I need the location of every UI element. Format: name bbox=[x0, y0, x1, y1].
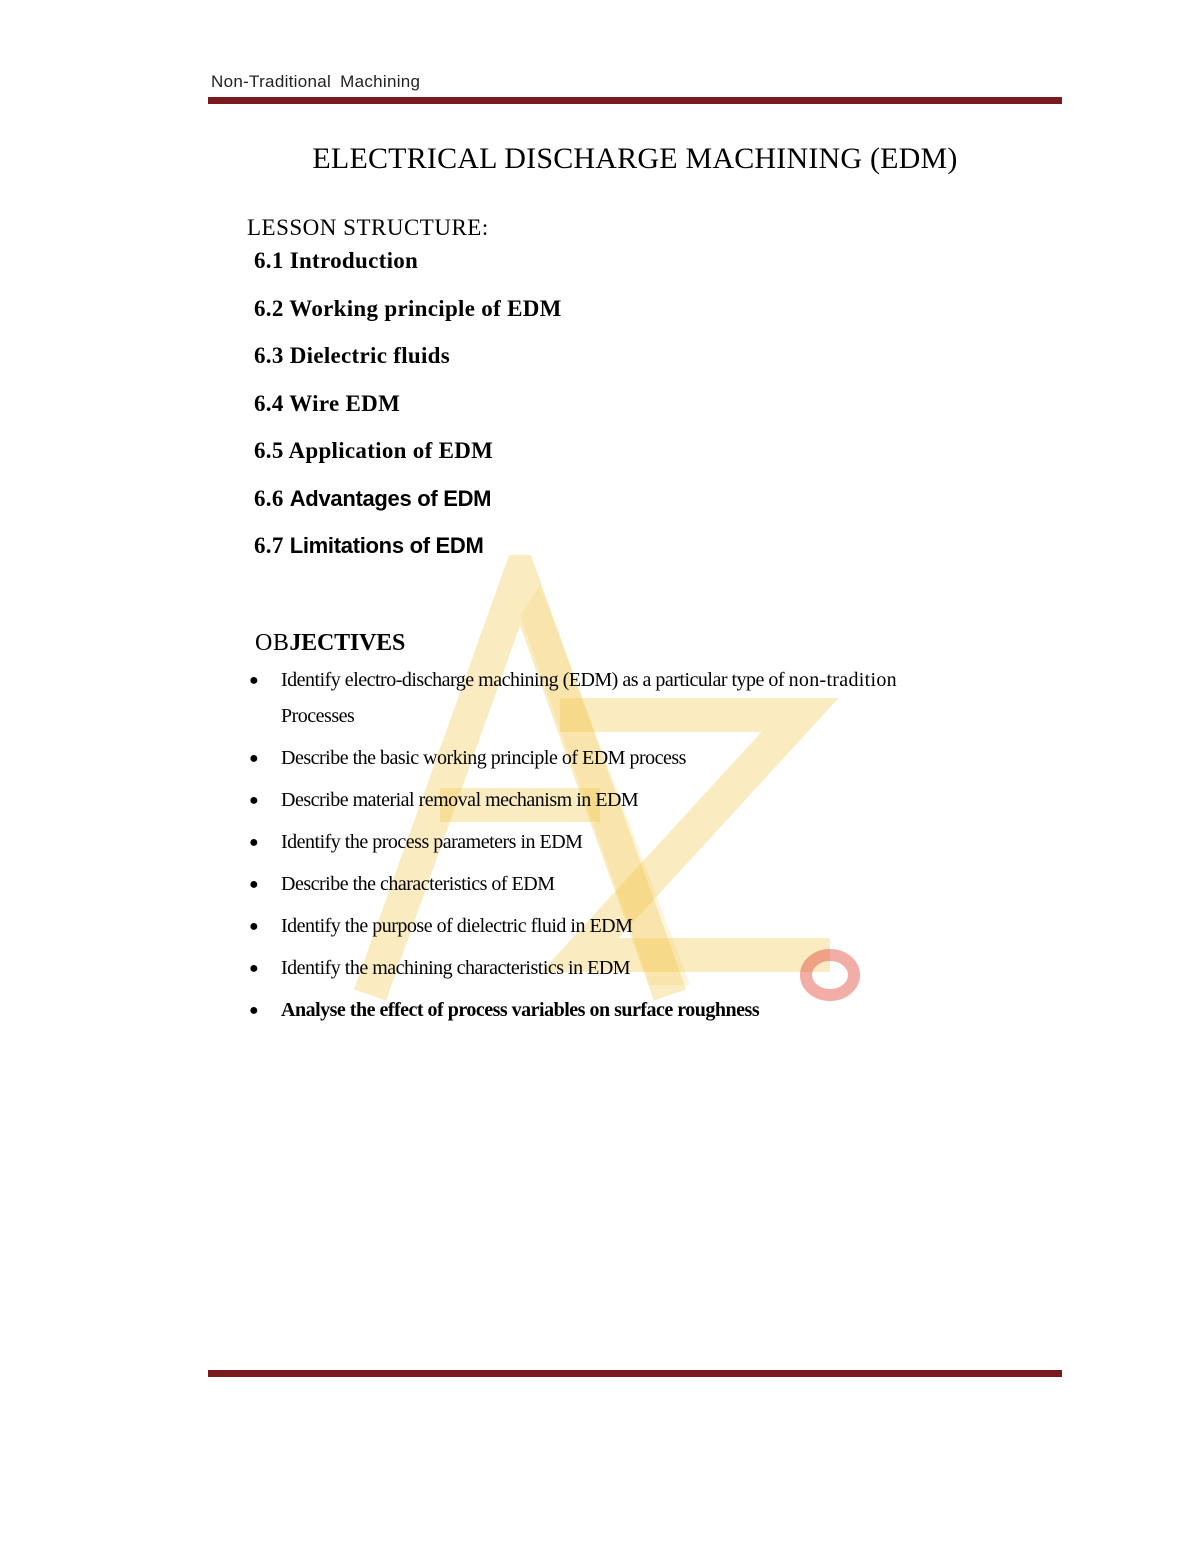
lesson-list bbox=[254, 246, 562, 579]
bullet-icon: ● bbox=[249, 834, 259, 851]
lesson-item: 6.4 Wire EDM bbox=[254, 390, 401, 416]
bullet-icon: ● bbox=[249, 672, 259, 689]
header-rule bbox=[208, 97, 1062, 104]
bullet-icon: ● bbox=[249, 876, 259, 893]
objectives-heading: OBJECTIVES bbox=[255, 630, 406, 656]
objective-item: ● Identify the purpose of dielectric fluid in EDM bbox=[245, 908, 1065, 945]
objectives-list bbox=[245, 662, 1065, 1034]
bullet-icon: ● bbox=[249, 960, 259, 977]
running-header: Non-Traditional Machining bbox=[211, 72, 421, 91]
bullet-icon: ● bbox=[249, 1002, 259, 1019]
objective-item: ● Identify the process parameters in EDM bbox=[245, 824, 1065, 861]
objective-item: ● Identify electro-discharge machining (EDM) as a particular type of non-tradition bbox=[245, 662, 1065, 699]
lesson-item: 6.1 Introduction bbox=[254, 248, 419, 273]
lesson-item: 6.2 Working principle of EDM bbox=[254, 295, 562, 321]
objective-item: ● Describe the characteristics of EDM bbox=[245, 866, 1065, 903]
objective-item: Processes bbox=[281, 705, 355, 727]
objective-item: ● Analyse the effect of process variables on surface roughness bbox=[245, 992, 1065, 1029]
lesson-item: 6.6 Advantages of EDM bbox=[254, 485, 492, 511]
objective-item: ● Describe material removal mechanism in EDM bbox=[245, 782, 1065, 819]
footer-rule bbox=[208, 1370, 1062, 1377]
bullet-icon: ● bbox=[249, 792, 259, 809]
lesson-structure-heading: LESSON STRUCTURE: bbox=[247, 215, 489, 240]
document-title: ELECTRICAL DISCHARGE MACHINING (EDM) bbox=[312, 142, 958, 175]
bullet-icon: ● bbox=[249, 750, 259, 767]
objective-item: ● Identify the machining characteristics in EDM bbox=[245, 950, 1065, 987]
lesson-item: 6.5 Application of EDM bbox=[254, 438, 494, 463]
bullet-icon: ● bbox=[249, 918, 259, 935]
objective-item: ● Describe the basic working principle of EDM process bbox=[245, 740, 1065, 777]
lesson-item: 6.3 Dielectric fluids bbox=[254, 343, 451, 368]
lesson-item: 6.7 Limitations of EDM bbox=[254, 533, 484, 558]
